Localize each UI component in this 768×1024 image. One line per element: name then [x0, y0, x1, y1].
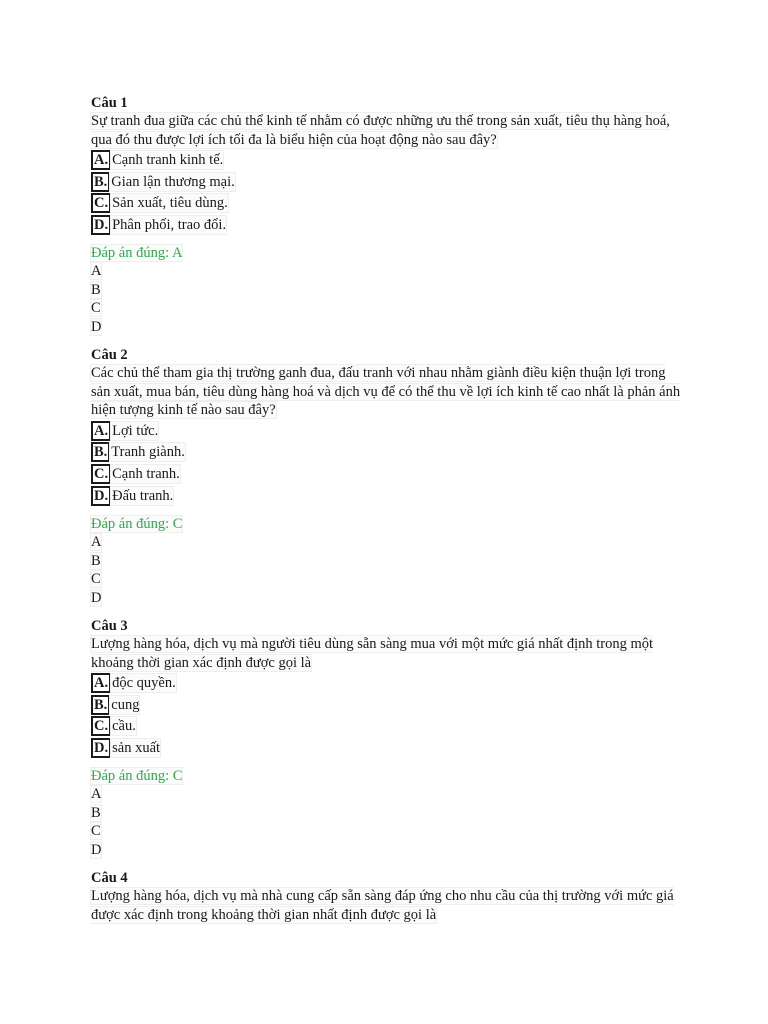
choice-a[interactable]: A: [91, 534, 102, 551]
option-text: Tranh giành.: [111, 444, 185, 461]
question-4: [91, 869, 681, 924]
option-letter: B.: [91, 695, 110, 715]
option-text: Đấu tranh.: [112, 487, 174, 504]
question-text: Sự tranh đua giữa các chủ thể kinh tế nhằm có được những ưu thế trong sản xuất, tiêu thụ hàng hoá, qua đó thu được lợi ích tối đa là biểu hiện của hoạt động nào sau đây?: [91, 113, 670, 148]
choice-a[interactable]: A: [91, 263, 102, 280]
choice-c[interactable]: C: [91, 571, 101, 588]
option-letter: A.: [91, 673, 111, 693]
option-d[interactable]: [91, 738, 681, 758]
question-3: [91, 617, 681, 859]
option-a[interactable]: [91, 150, 681, 170]
option-b[interactable]: [91, 695, 681, 715]
option-c[interactable]: [91, 464, 681, 484]
option-c[interactable]: [91, 193, 681, 213]
option-text: Lợi tức.: [112, 422, 159, 439]
option-text: Phân phối, trao đổi.: [112, 216, 227, 233]
option-letter: B.: [91, 442, 110, 462]
option-letter: A.: [91, 421, 111, 441]
question-text: Lượng hàng hóa, dịch vụ mà người tiêu dùng sẵn sàng mua với một mức giá nhất định trong một khoảng thời gian xác định được gọi là: [91, 636, 654, 671]
choice-b[interactable]: B: [91, 552, 101, 569]
question-text: Các chủ thể tham gia thị trường ganh đua, đấu tranh với nhau nhằm giành điều kiện thuận lợi trong sản xuất, mua bán, tiêu dùng hàng hoá và dịch vụ để có thể thu về lợi ích kinh tế cao nhất là phản ánh hiện tượng kinh tế nào sau đây?: [91, 365, 681, 419]
question-title: Câu 3: [91, 618, 128, 635]
option-letter: D.: [91, 738, 111, 758]
option-text: cầu.: [112, 718, 136, 735]
option-letter: C.: [91, 193, 111, 213]
option-text: sản xuất: [112, 739, 161, 756]
option-text: độc quyền.: [112, 675, 176, 692]
option-letter: C.: [91, 464, 111, 484]
option-b[interactable]: [91, 442, 681, 462]
option-c[interactable]: [91, 716, 681, 736]
question-2: [91, 346, 681, 607]
choice-d[interactable]: D: [91, 589, 102, 606]
question-title: Câu 2: [91, 347, 128, 364]
option-letter: A.: [91, 150, 111, 170]
option-d[interactable]: [91, 486, 681, 506]
correct-answer: Đáp án đúng: C: [91, 515, 183, 532]
choice-b[interactable]: B: [91, 281, 101, 298]
option-text: cung: [111, 696, 140, 713]
option-text: Cạnh tranh.: [112, 465, 180, 482]
choice-d[interactable]: D: [91, 841, 102, 858]
option-text: Gian lận thương mại.: [111, 173, 235, 190]
question-title: Câu 1: [91, 95, 128, 111]
option-d[interactable]: [91, 215, 681, 235]
option-a[interactable]: [91, 673, 681, 693]
question-1: [91, 94, 681, 336]
option-text: Cạnh tranh kinh tế.: [112, 152, 224, 168]
option-letter: B.: [91, 172, 110, 192]
choice-d[interactable]: D: [91, 318, 102, 335]
choice-c[interactable]: C: [91, 300, 101, 317]
question-title: Câu 4: [91, 870, 128, 887]
choice-b[interactable]: B: [91, 804, 101, 821]
option-letter: D.: [91, 486, 111, 506]
question-text: Lượng hàng hóa, dịch vụ mà nhà cung cấp sẵn sàng đáp ứng cho nhu cầu của thị trường với mức giá được xác định trong khoảng thời gian nhất định được gọi là: [91, 888, 674, 923]
correct-answer: Đáp án đúng: A: [91, 244, 183, 261]
option-letter: C.: [91, 716, 111, 736]
option-a[interactable]: [91, 421, 681, 441]
choice-c[interactable]: C: [91, 823, 101, 840]
option-letter: D.: [91, 215, 111, 235]
option-b[interactable]: [91, 172, 681, 192]
choice-a[interactable]: A: [91, 786, 102, 803]
option-text: Sản xuất, tiêu dùng.: [112, 195, 228, 212]
correct-answer: Đáp án đúng: C: [91, 767, 183, 784]
